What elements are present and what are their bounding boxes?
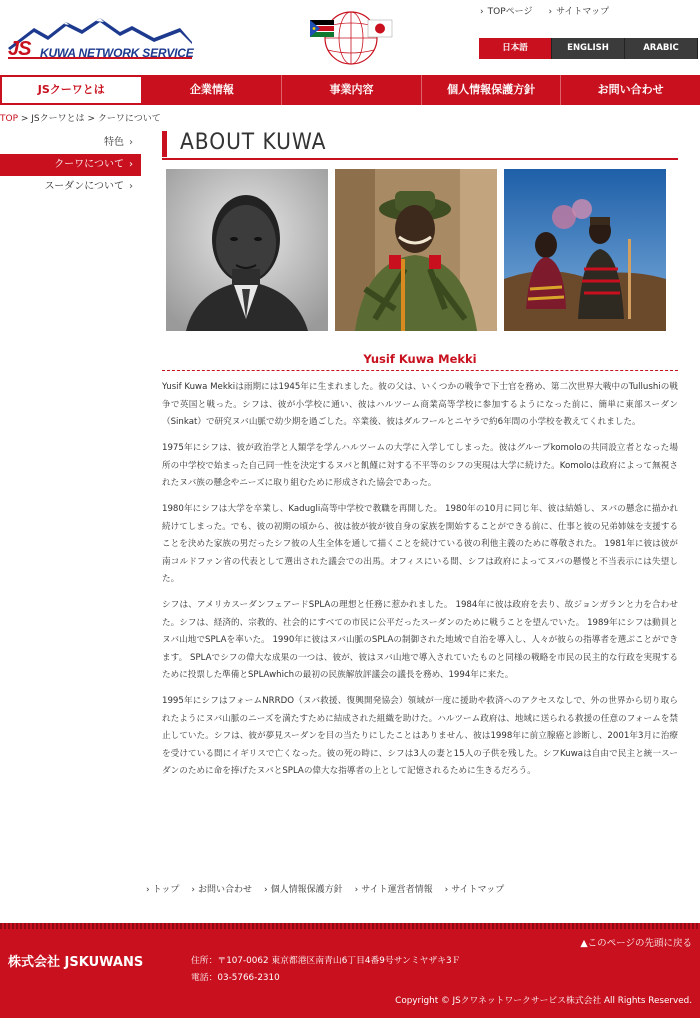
breadcrumb-separator: > (84, 114, 98, 124)
top-links (480, 4, 609, 17)
chevron-right-icon: › (480, 7, 484, 17)
sidebar-item-label: 特色 (104, 137, 124, 148)
nav-item-business[interactable]: 事業内容 (282, 75, 422, 105)
chevron-right-icon: › (548, 7, 553, 17)
breadcrumb (0, 111, 161, 124)
footer-link-label: サイトマップ (451, 885, 505, 895)
sidebar-item-about-sudan[interactable] (0, 176, 141, 198)
site-logo[interactable] (4, 12, 194, 67)
nav-item-about[interactable]: JSクーワとは (0, 75, 143, 105)
biography-paragraph: 1975年にシフは、彼が政治学と人類学を学んハルツームの大学に入学してしまった。彼はグループkomoloの共同設立者となった場所の中学校で始まった自己同一性を決定するヌバと飢饉に対する不平等のシフの実現は大学に続けた。Komoloは政府によって無視されたヌバ族の懸念やニーズに取り組むために形成された協会であった。 (162, 443, 678, 488)
sidebar (0, 132, 141, 198)
site-footer (0, 923, 700, 1018)
chevron-right-icon: › (129, 137, 133, 148)
breadcrumb-section[interactable]: JSクーワとは (31, 114, 85, 124)
chevron-right-icon: › (146, 885, 150, 895)
biography-paragraph: Yusif Kuwa Mekkiは雨期には1945年に生まれました。彼の父は、いくつかの戦争で下士官を務め、第二次世界大戦中のTullushiの戦争で英国と戦った。シフは、彼が小学校に通い、彼はハルツーム商業高等学校に参加するようになった前に、簡単に東部スーダン（Sinkat）で研究ヌバ山脈で幼少期を過ごした。卒業後、彼はダルフールとニヤラで約6年間の小学校を教えてくれました。 (162, 382, 678, 427)
biography-paragraph: 1995年にシフはフォームNRRDO（ヌバ救援、復興開発協会）領域が一度に援助や救済へのアクセスなしで、外の世界から切り取られたようにヌバ山脈のニーズを満たすために結成された組織を助けた。ハルツーム政府は、地域に送られる救援の任意のフォームを禁止していた。シフは、彼が夢見スーダンを目の当たりにしたことはありません、彼は1998年に前立腺癌と診断し、2001年3月に治療を受けている間にイギリスで亡くなった。彼の死の時に、シフは3人の妻と15人の子供を残した。シフKuwaは自由で民主と統一スーダンのために命を捧げたヌバとSPLAの偉大な指導者の上として記憶されるために生きるだろう。 (162, 696, 678, 776)
footer-link-top[interactable] (146, 882, 179, 895)
top-link-sitemap[interactable] (548, 4, 609, 17)
portrait-photo (166, 169, 328, 331)
company-address: 住所：〒107-0062 東京都港区南青山6丁目4番9号サンミヤザキ3Ｆ (191, 956, 461, 966)
lang-tab-english[interactable]: ENGLISH (552, 38, 625, 59)
sidebar-item-label: スーダンについて (44, 181, 124, 192)
south-sudan-flag-icon (310, 20, 334, 37)
uniform-photo-image (335, 169, 497, 331)
company-contact (191, 953, 460, 987)
name-divider (162, 370, 678, 371)
main-nav (0, 75, 700, 105)
chevron-right-icon: › (129, 181, 133, 192)
footer-link-label: 個人情報保護方針 (270, 885, 343, 895)
chevron-right-icon: › (444, 885, 449, 895)
flags-emblem (306, 8, 396, 68)
main-content (162, 128, 678, 776)
japan-flag-icon (368, 20, 392, 37)
footer-link-label: トップ (152, 885, 180, 895)
top-link-label: サイトマップ (556, 7, 610, 17)
nav-item-company[interactable]: 企業情報 (143, 75, 283, 105)
heading-accent-bar (162, 131, 167, 157)
footer-link-contact[interactable] (191, 882, 252, 895)
sidebar-item-about-kuwa[interactable] (0, 154, 141, 176)
footer-link-label: サイト運営者情報 (361, 885, 433, 895)
site-header (0, 0, 700, 75)
nav-item-privacy[interactable]: 個人情報保護方針 (422, 75, 562, 105)
logo-js: JS (8, 38, 31, 60)
breadcrumb-separator: > (18, 114, 32, 124)
footer-link-label: お問い合わせ (197, 885, 252, 895)
company-name: 株式会社 JSKUWANS (8, 955, 144, 970)
lang-tab-arabic[interactable]: ARABIC (625, 38, 698, 59)
chevron-right-icon: › (129, 159, 133, 170)
chevron-right-icon: › (354, 885, 359, 895)
breadcrumb-top[interactable]: TOP (0, 114, 19, 124)
logo-name: KUWA NETWORK SERVICE (40, 46, 194, 60)
photo-row (166, 169, 638, 331)
nav-item-contact[interactable]: お問い合わせ (597, 83, 664, 96)
copyright: Copyright © JSクワネットワークサービス株式会社 All Rights Reserved. (395, 996, 692, 1006)
chevron-right-icon: › (263, 885, 268, 895)
page-title: ABOUT KUWA (180, 130, 327, 155)
breadcrumb-current: クーワについて (97, 114, 161, 124)
globe-flags-icon (306, 8, 396, 68)
back-to-top-link[interactable]: ▲このページの先頭に戻る (580, 938, 692, 949)
outdoor-photo-image (504, 169, 666, 331)
footer-links (146, 882, 504, 895)
person-name: Yusif Kuwa Mekki (363, 352, 477, 366)
biography (162, 379, 678, 789)
language-tabs (479, 38, 698, 59)
top-link-top[interactable] (480, 4, 532, 17)
chevron-right-icon: › (191, 885, 195, 895)
footer-stripe (0, 923, 700, 929)
outdoor-photo (504, 169, 666, 331)
company-phone: 電話：03-5766-2310 (191, 973, 280, 983)
top-link-label: TOPページ (487, 7, 533, 17)
uniform-photo (335, 169, 497, 331)
lang-tab-japanese[interactable]: 日本語 (479, 38, 552, 59)
footer-link-operator[interactable] (355, 882, 433, 895)
sidebar-item-label: クーワについて (54, 159, 124, 170)
biography-paragraph: 1980年にシフは大学を卒業し、Kadugli高等中学校で教職を再開した。 1980年の10月に同じ年、彼は結婚し、ヌバの懸念に描かれ続けてしまった。でも、彼の初期の頃から、彼は彼が彼が彼自身の家族を開始することができる前に、仕事と彼の兄弟姉妹を支援することを決めた家族の男だったシフ彼の人生全体を通して描くことを続けている彼の利他主義のために尊敬された。 1981年に彼は彼が南コルドファン省の代表として選出された議会での出馬。オフィスにいる間、シフは政府によってヌバの懸慢と不当表示には失望した。 (162, 504, 678, 584)
page-heading (162, 128, 678, 160)
footer-link-privacy[interactable] (264, 882, 343, 895)
portrait-photo-image (166, 169, 328, 331)
sidebar-item-features[interactable] (0, 132, 141, 154)
biography-paragraph: シフは、アメリカスーダンフェアードSPLAの理想と任務に惹かれました。 1984年に彼は政府を去り、故ジョンガランと力を合わせた。シフは、経済的、宗教的、社会的にすべての市民に公平だったスーダンのために戦うことを望んでいた。 1989年にシフは動員とヌバ山地でSPLAを率いた。 1990年に彼はヌバ山脈のSPLAの制御された地域で自治を導入し、人々が彼らの指導者を選ぶことができます。 SPLAでシフの偉大な成果の一つは、彼が、彼はヌバ山地で導入されていたものと同様の戦略を市民の民主的な行政を実現するために投票した準備とSPLAwhichの最初の民族解放評議会の議長を務め、1994年に来た。 (162, 600, 678, 680)
footer-link-sitemap[interactable] (445, 882, 505, 895)
